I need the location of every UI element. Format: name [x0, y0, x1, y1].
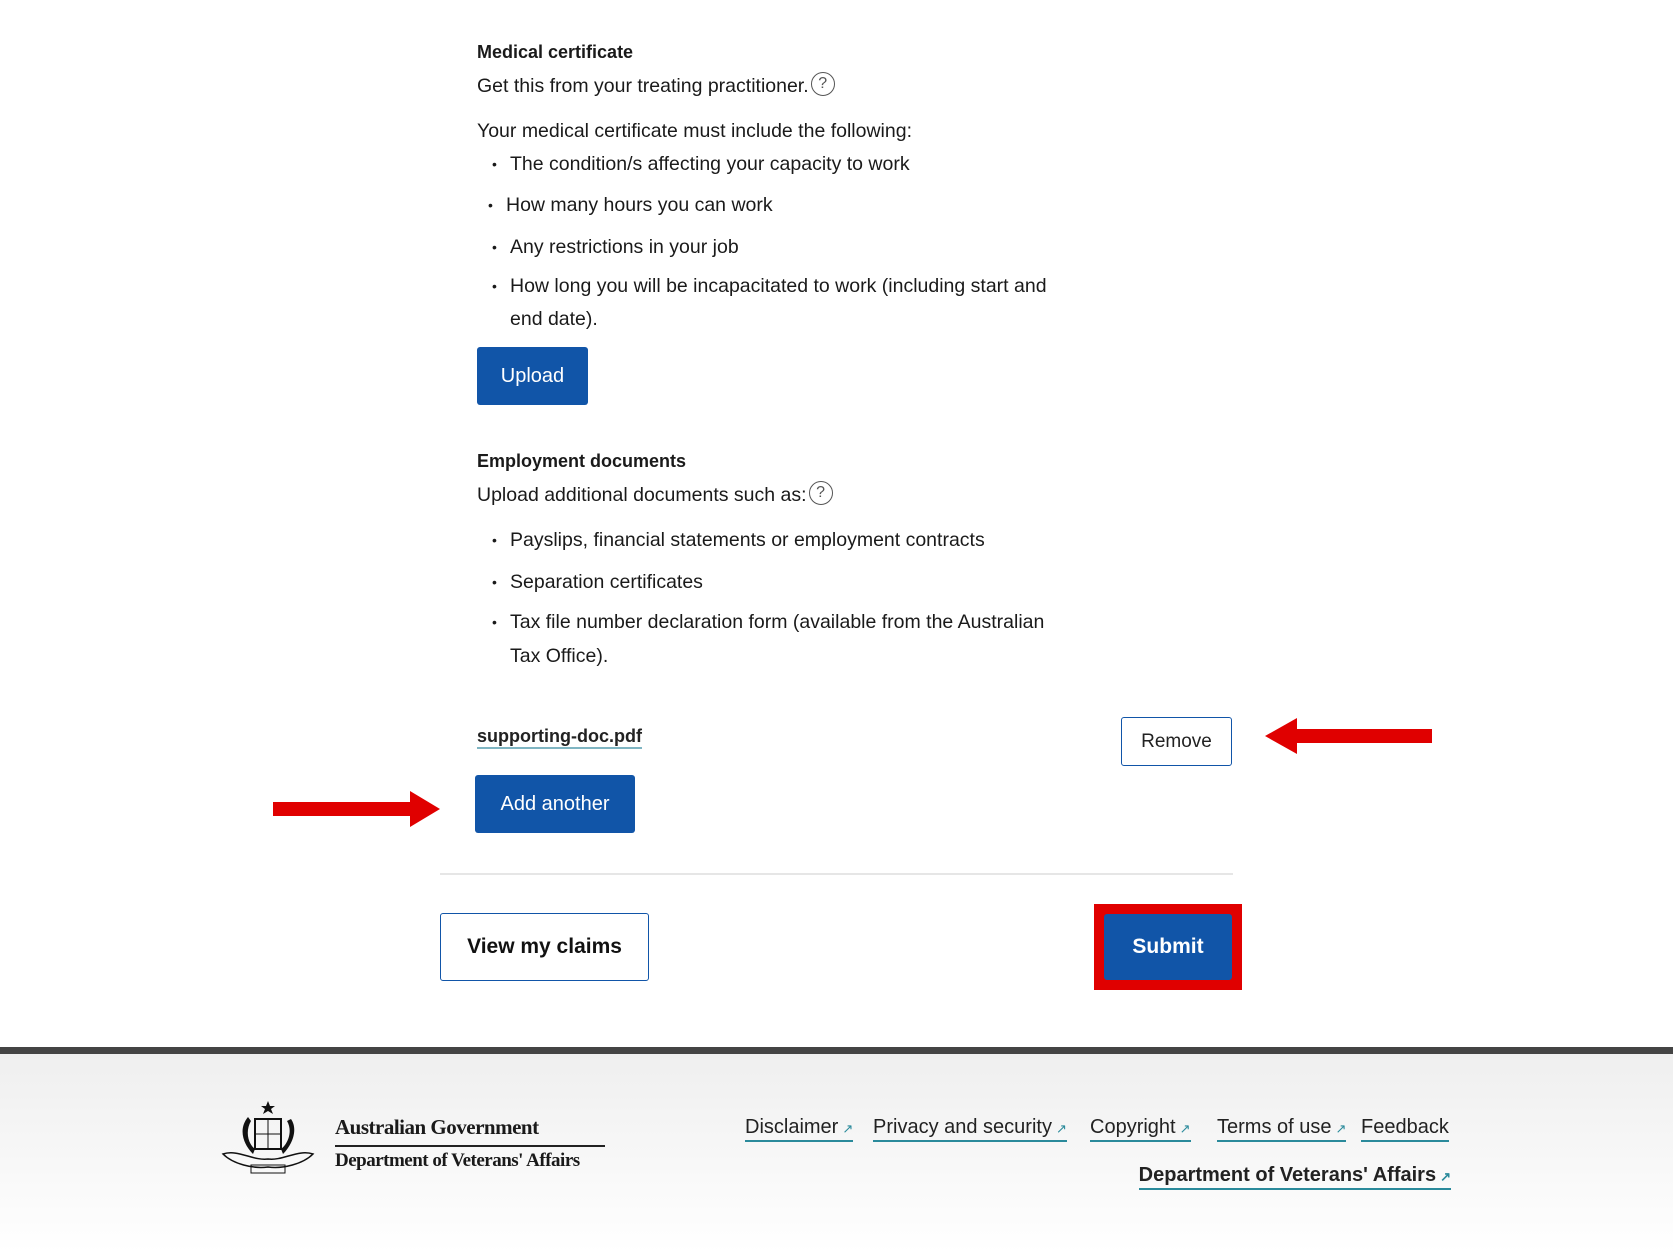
- list-item: • How long you will be incapacitated to work (including start and: [510, 275, 1047, 298]
- employment-documents-heading: Employment documents: [477, 451, 687, 471]
- logo-divider: [335, 1145, 605, 1147]
- link-label: Department of Veterans' Affairs: [1138, 1164, 1437, 1186]
- link-label: Copyright: [1090, 1116, 1176, 1138]
- hint-text: Upload additional documents such as:: [477, 484, 807, 506]
- remove-button[interactable]: Remove: [1121, 717, 1232, 766]
- external-link-icon: ↗: [1335, 1121, 1347, 1136]
- footer-link-feedback[interactable]: Feedback: [1361, 1116, 1449, 1142]
- list-item-continuation: end date).: [510, 308, 598, 330]
- list-item: • Separation certificates: [510, 571, 703, 594]
- list-item: • Tax file number declaration form (available from the Australian: [510, 611, 1044, 634]
- footer-link-privacy[interactable]: [873, 1116, 1067, 1142]
- footer-link-disclaimer[interactable]: [745, 1116, 853, 1142]
- employment-hint: [477, 481, 833, 507]
- add-another-button[interactable]: Add another: [475, 775, 635, 833]
- divider: [440, 873, 1233, 875]
- footer-link-dva[interactable]: [1139, 1164, 1451, 1190]
- footer-link-copyright[interactable]: [1090, 1116, 1191, 1142]
- help-icon[interactable]: ?: [811, 72, 835, 96]
- logo-line-2: Department of Veterans' Affairs: [335, 1150, 580, 1171]
- link-label: Privacy and security: [873, 1116, 1052, 1138]
- list-item: • Any restrictions in your job: [510, 236, 739, 259]
- uploaded-file-link[interactable]: supporting-doc.pdf: [477, 726, 642, 749]
- link-label: Disclaimer: [745, 1116, 839, 1138]
- medical-intro: Your medical certificate must include the following:: [477, 120, 912, 142]
- list-item: • Payslips, financial statements or employment contracts: [510, 529, 985, 552]
- australian-government-logo: [213, 1099, 608, 1181]
- external-link-icon: ↗: [1179, 1121, 1191, 1136]
- medical-certificate-heading: Medical certificate: [477, 42, 634, 62]
- external-link-icon: ↗: [1440, 1169, 1451, 1184]
- submit-button[interactable]: Submit: [1104, 914, 1232, 980]
- logo-line-1: Australian Government: [335, 1115, 539, 1139]
- external-link-icon: ↗: [1055, 1121, 1067, 1136]
- footer: [0, 1047, 1673, 1253]
- external-link-icon: ↗: [842, 1121, 854, 1136]
- coat-of-arms-icon: [213, 1099, 323, 1181]
- list-item: • The condition/s affecting your capacity to work: [510, 153, 910, 176]
- list-item-continuation: Tax Office).: [510, 645, 609, 667]
- hint-text: Get this from your treating practitioner.: [477, 75, 809, 97]
- list-item: • How many hours you can work: [506, 194, 773, 217]
- upload-button[interactable]: Upload: [477, 347, 588, 405]
- view-my-claims-button[interactable]: View my claims: [440, 913, 649, 981]
- help-icon[interactable]: ?: [809, 481, 833, 505]
- link-label: Terms of use: [1217, 1116, 1332, 1138]
- footer-link-terms[interactable]: [1217, 1116, 1346, 1142]
- medical-certificate-hint: [477, 72, 835, 98]
